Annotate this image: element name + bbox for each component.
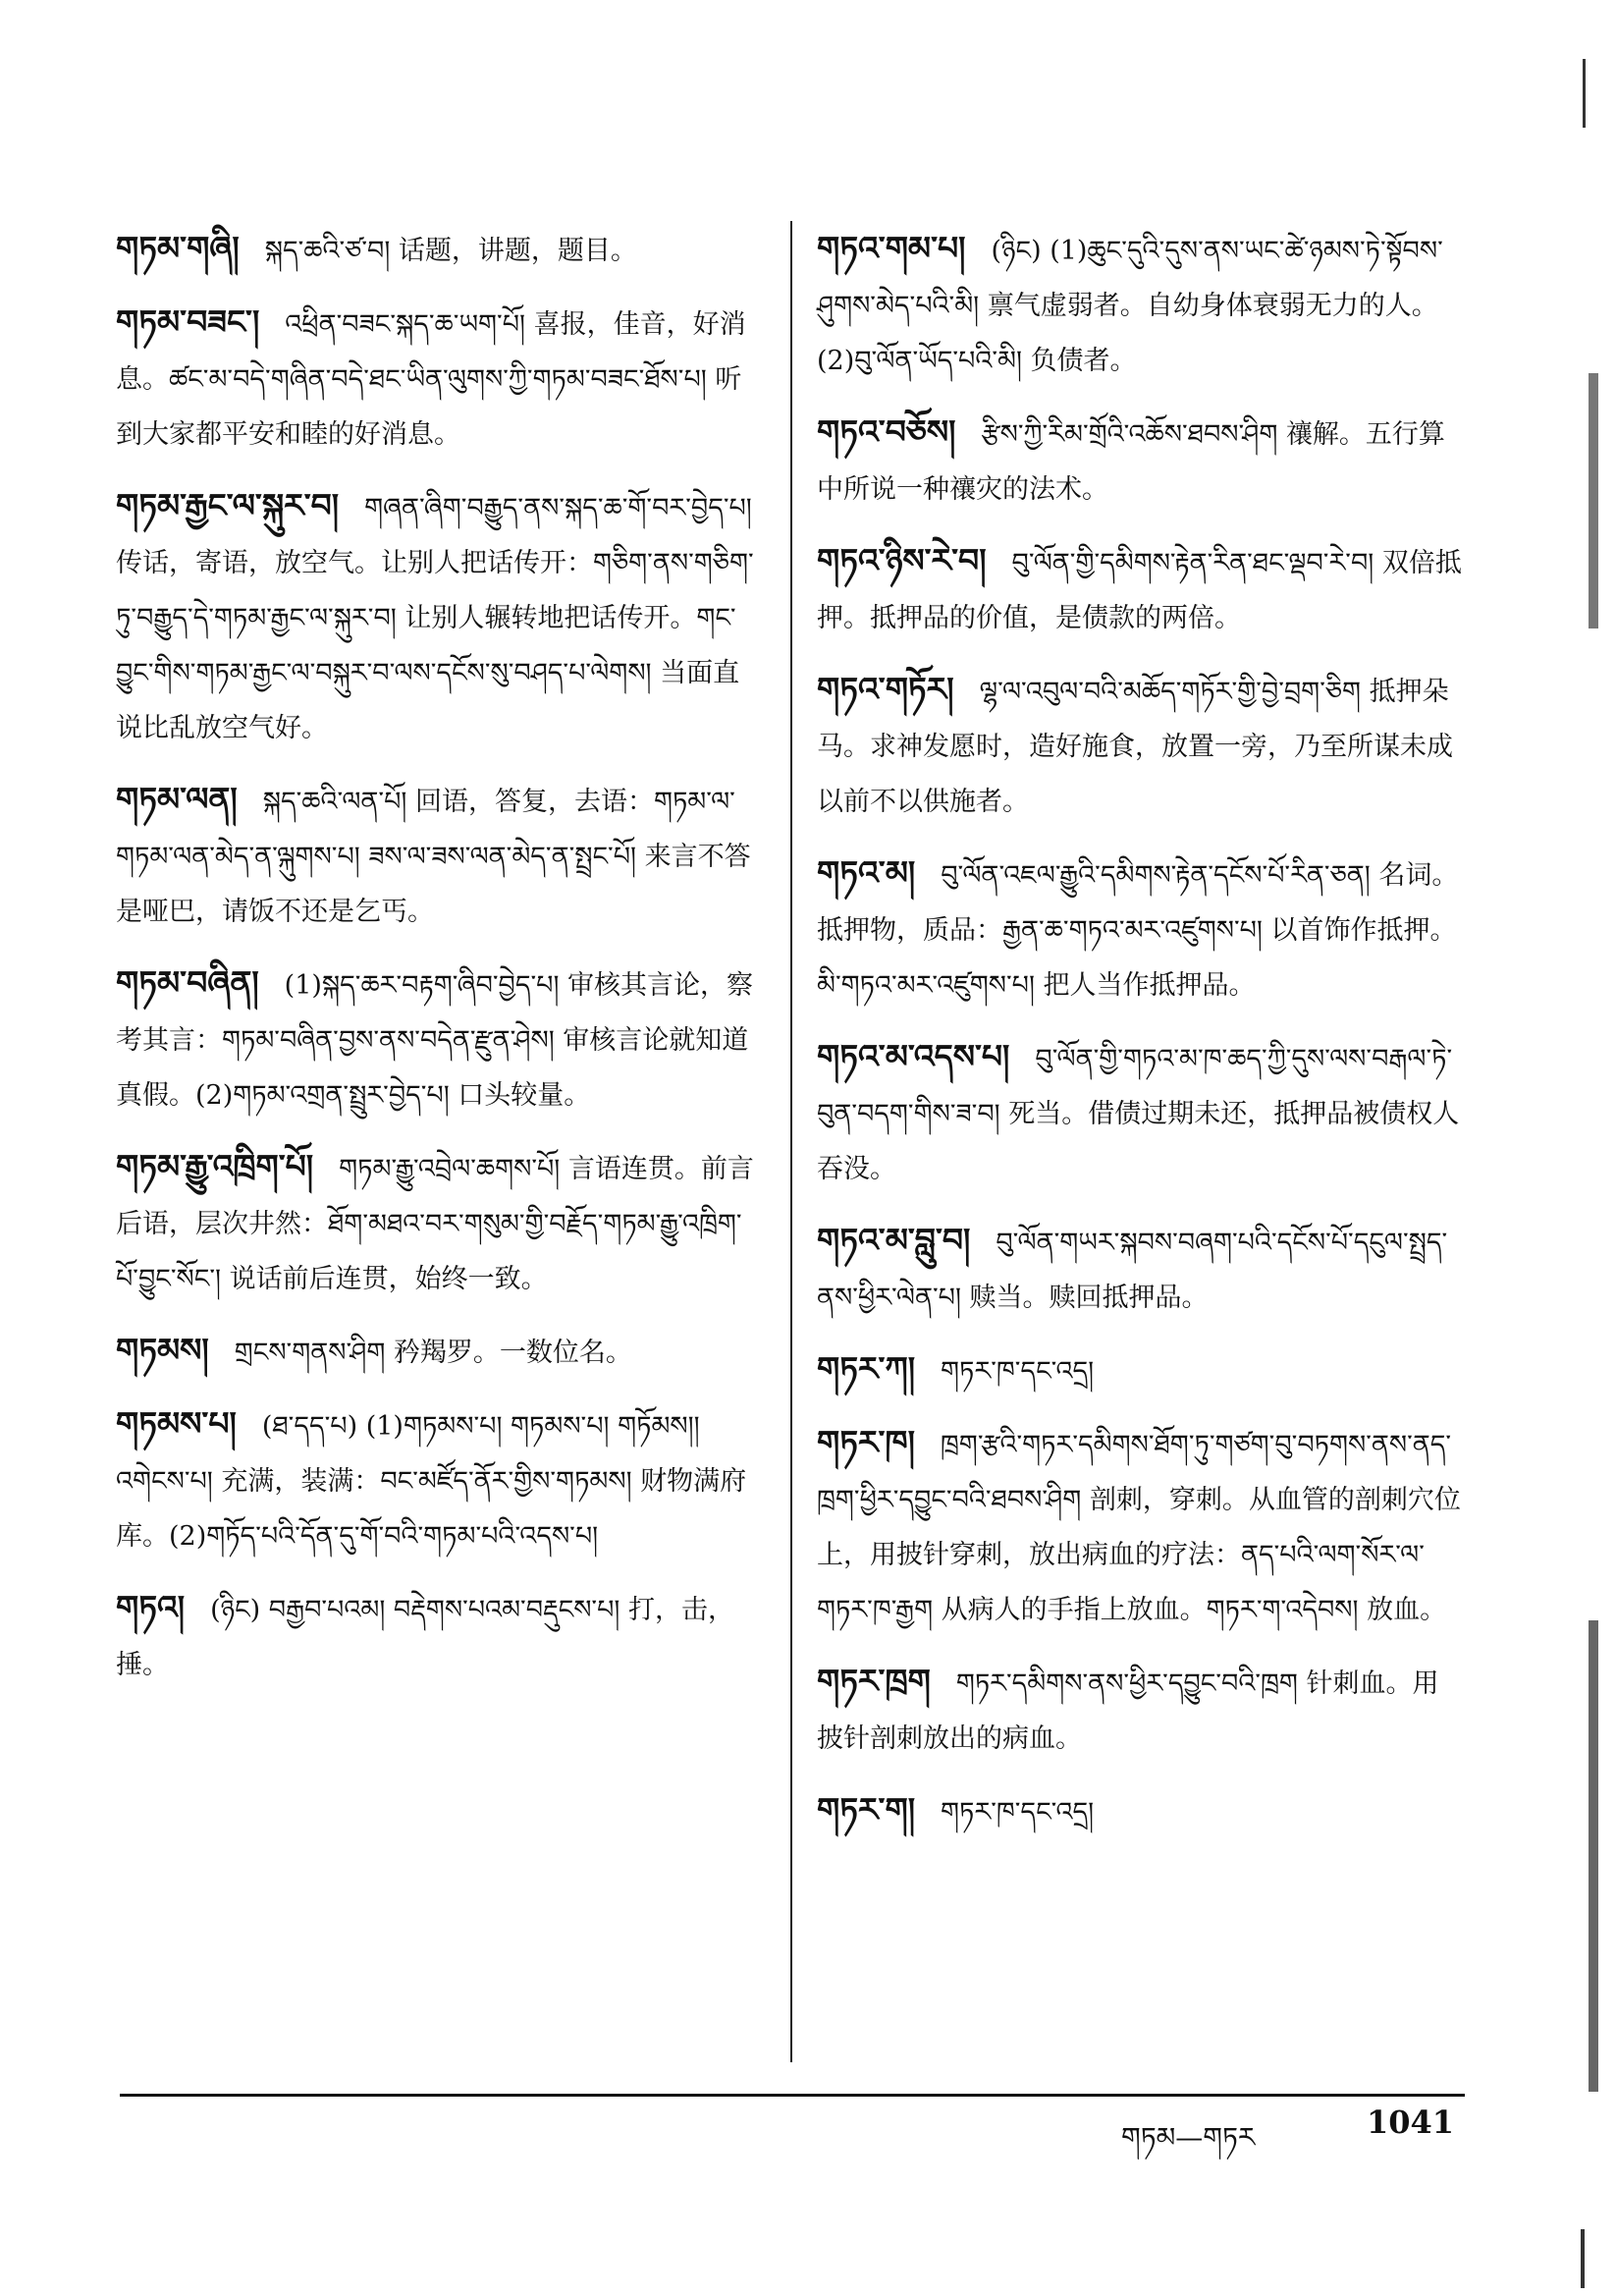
dictionary-entry — [817, 1341, 1465, 1399]
entry-definition: ཁྲག་རྩའི་གཏར་དམིགས་ཐོག་ཏུ་གཙག་བུ་བཏགས་ནས་ནད་ཁྲག་ཕྱིར་དབྱུང་བའི་ཐབས་ཤིག 剖刺，穿刺。从血管的剖刺穴位上，用披针穿刺，放出病血的疗法：ནད་པའི་ལག་སོར་ལ་གཏར་ཁ་རྒྱག 从病人的手指上放血。གཏར་ག་འདེབས། 放血。 — [817, 1430, 1461, 1625]
footer-rule — [120, 2094, 1465, 2097]
scan-edge-mark — [1583, 59, 1586, 128]
page-number: 1041 — [1367, 2104, 1455, 2141]
entry-headword: གཏམ་རྒྱུ་འཁྲིག་པོ། — [116, 1147, 314, 1185]
dictionary-entry — [116, 221, 754, 279]
entry-headword: གཏམ་ལན། — [116, 780, 238, 818]
dictionary-entry — [116, 1323, 754, 1381]
entry-headword: གཏའ་གཏོར། — [817, 670, 954, 708]
dictionary-entry — [116, 478, 754, 756]
entry-definition: གཏར་དམིགས་ནས་ཕྱིར་དབྱུང་བའི་ཁྲག 针刺血。用披针剖刺放出的病血。 — [817, 1668, 1439, 1754]
entry-definition: གཏམ་རྒྱུ་འབྲེལ་ཆགས་པོ། 言语连贯。前言后语，层次井然：ཐོག་མཐའ་བར་གསུམ་གྱི་བརྗོད་གཏམ་རྒྱུ་འཁྲིག་པོ་བྱུང་སོང་། 说话前后连贯，始终一致。 — [116, 1154, 754, 1294]
dictionary-entry — [817, 1782, 1465, 1840]
entry-headword: གཏམ་བཞིན། — [116, 963, 259, 1002]
entry-definition: གཏར་ཁ་དང་འདྲ། — [941, 1797, 1095, 1828]
entry-headword: གཏར་ག། — [817, 1790, 916, 1829]
entry-definition: ལྷ་ལ་འབུལ་བའི་མཆོད་གཏོར་གྱི་བྱེ་བྲག་ཅིག 抵押朵马。求神发愿时，造好施食，放置一旁，乃至所谋未成以前不以供施者。 — [817, 677, 1453, 817]
dictionary-entry — [817, 1654, 1465, 1767]
dictionary-entry — [817, 662, 1465, 830]
scan-edge-mark — [1589, 1620, 1598, 2092]
entry-definition: གཏར་ཁ་དང་འདྲ། — [941, 1356, 1095, 1387]
dictionary-entry — [817, 533, 1465, 646]
entry-headword: གཏམ་རྒྱང་ལ་སྐུར་བ། — [116, 486, 340, 524]
scan-edge-mark — [1589, 373, 1598, 629]
entry-headword: གཏར་ཀ། — [817, 1349, 916, 1388]
dictionary-entry — [817, 405, 1465, 518]
entry-definition: སྐད་ཆའི་ཙ་བ། 话题，讲题，题目。 — [264, 236, 637, 266]
entry-headword: གཏམ་བཟང་། — [116, 302, 260, 341]
entry-definition: གཞན་ཞིག་བརྒྱུད་ནས་སྐད་ཆ་གོ་བར་བྱེད་པ། 传话，寄语，放空气。让别人把话传开：གཅིག་ནས་གཅིག་ཏུ་བརྒྱུད་དེ་གཏམ་རྒྱང་ལ་སྐུར་བ། 让别人辗转地把话传开。གང་བྱུང་གིས་གཏམ་རྒྱང་ལ་བསྐུར་བ་ལས་དངོས་སུ་བཤད་པ་ལེགས། 当面直说比乱放空气好。 — [116, 493, 754, 743]
left-column — [116, 221, 754, 1709]
dictionary-entry — [116, 772, 754, 940]
entry-definition: བུ་ལོན་འཇལ་རྒྱུའི་དམིགས་རྟེན་དངོས་པོ་རིན་ཅན། 名词。抵押物，质品：རྒྱན་ཆ་གཏའ་མར་འཛུགས་པ། 以首饰作抵押。མི་གཏའ་མར་འཛུགས་པ། 把人当作抵押品。 — [817, 860, 1459, 1001]
entry-headword: གཏའ་མ་བླུ་བ། — [817, 1221, 971, 1259]
entry-definition: རྩིས་ཀྱི་རིམ་གྲོའི་འཆོས་ཐབས་ཤིག 禳解。五行算中所说一种禳灾的法术。 — [817, 419, 1445, 505]
entry-headword: གཏའ་ཉིས་རེ་བ། — [817, 541, 987, 579]
entry-definition: (ཉིང) བརྒྱབ་པའམ། བརྡེགས་པའམ་བརྡུངས་པ། 打，击，捶。 — [116, 1595, 734, 1680]
entry-headword: གཏར་ཁ། — [817, 1423, 915, 1461]
entry-definition: བུ་ལོན་གྱི་གཏའ་མ་ཁ་ཆད་ཀྱི་དུས་ལས་བརྒལ་ཏེ་བུན་བདག་གིས་ཟ་བ། 死当。借债过期未还，抵押品被债权人吞没。 — [817, 1044, 1460, 1184]
entry-headword: གཏར་ཁྲག — [817, 1662, 931, 1700]
dictionary-entry — [116, 956, 754, 1123]
footer-range: གཏམ—གཏར — [1121, 2121, 1256, 2154]
entry-headword: གཏའ་མ་འདས་པ། — [817, 1037, 1010, 1075]
entry-definition: (ཐ་དད་པ) (1)གཏམས་པ། གཏམས་པ། གཏོམས།། འགེངས་པ། 充满，装满：བང་མཛོད་ནོར་གྱིས་གཏམས། 财物满府库。(2)གཏོད་པའི་དོན་དུ་གོ་བའི་གཏམ་པའི་འདས་པ། — [116, 1411, 747, 1552]
column-divider — [790, 221, 792, 2062]
dictionary-entry — [817, 1213, 1465, 1326]
dictionary-entry — [116, 295, 754, 463]
dictionary-entry — [116, 1139, 754, 1307]
dictionary-entry — [817, 221, 1465, 389]
entry-definition: (1)སྐད་ཆར་བརྟག་ཞིབ་བྱེད་པ། 审核其言论，察考其言：གཏམ་བཞིན་བྱས་ནས་བདེན་རྫུན་ཤེས། 审核言论就知道真假。(2)གཏམ་འགྲན་སྤྲུར་བྱེད་པ། 口头较量。 — [116, 970, 754, 1111]
scan-edge-mark — [1581, 2229, 1585, 2288]
entry-headword: གཏའ་གམ་པ། — [817, 229, 966, 267]
entry-definition: བུ་ལོན་གཡར་སྐབས་བཞག་པའི་དངོས་པོ་དངུལ་སྤྲད་ནས་ཕྱིར་ལེན་པ། 赎当。赎回抵押品。 — [817, 1228, 1448, 1313]
dictionary-entry — [817, 1415, 1465, 1638]
entry-definition: འཕྲིན་བཟང་སྐད་ཆ་ཡག་པོ། 喜报，佳音，好消息。ཚང་མ་བདེ་གཞིན་བདེ་ཐང་ཡིན་ལུགས་ཀྱི་གཏམ་བཟང་ཐོས་པ། 听到大家都平安和睦的好消息。 — [116, 309, 746, 450]
entry-definition: གྲངས་གནས་ཤིག 矜羯罗。一数位名。 — [234, 1338, 632, 1368]
right-column — [817, 221, 1465, 1856]
entry-headword: གཏའ། — [116, 1588, 186, 1626]
entry-definition: (ཉིང) (1)ཆུང་དུའི་དུས་ནས་ཡང་ཚེ་ཉམས་ཏེ་སྟོབས་ཤུགས་མེད་པའི་མི། 禀气虚弱者。自幼身体衰弱无力的人。(2)བུ་ལོན་ཡོད་པའི་མི། 负债者。 — [817, 236, 1443, 376]
entry-headword: གཏའ་བཅོས། — [817, 412, 956, 451]
entry-headword: གཏའ་མ། — [817, 853, 916, 892]
dictionary-entry — [817, 846, 1465, 1013]
entry-headword: གཏམས་པ། — [116, 1404, 237, 1443]
entry-definition: བུ་ལོན་གྱི་དམིགས་རྟེན་རིན་ཐང་ལྡབ་རེ་བ། 双倍抵押。抵押品的价值，是债款的两倍。 — [817, 548, 1462, 633]
entry-headword: གཏམ་གཞི། — [116, 229, 240, 267]
dictionary-entry — [116, 1396, 754, 1564]
dictionary-entry — [817, 1029, 1465, 1197]
dictionary-entry — [116, 1580, 754, 1693]
entry-definition: སྐད་ཆའི་ལན་པོ། 回语，答复，去语：གཏམ་ལ་གཏམ་ལན་མེད་ན་ལྐུགས་པ། ཟས་ལ་ཟས་ལན་མེད་ན་སྤྲང་པོ། 来言不答是哑巴，请饭不还是乞丐。 — [116, 787, 751, 927]
entry-headword: གཏམས། — [116, 1331, 209, 1369]
